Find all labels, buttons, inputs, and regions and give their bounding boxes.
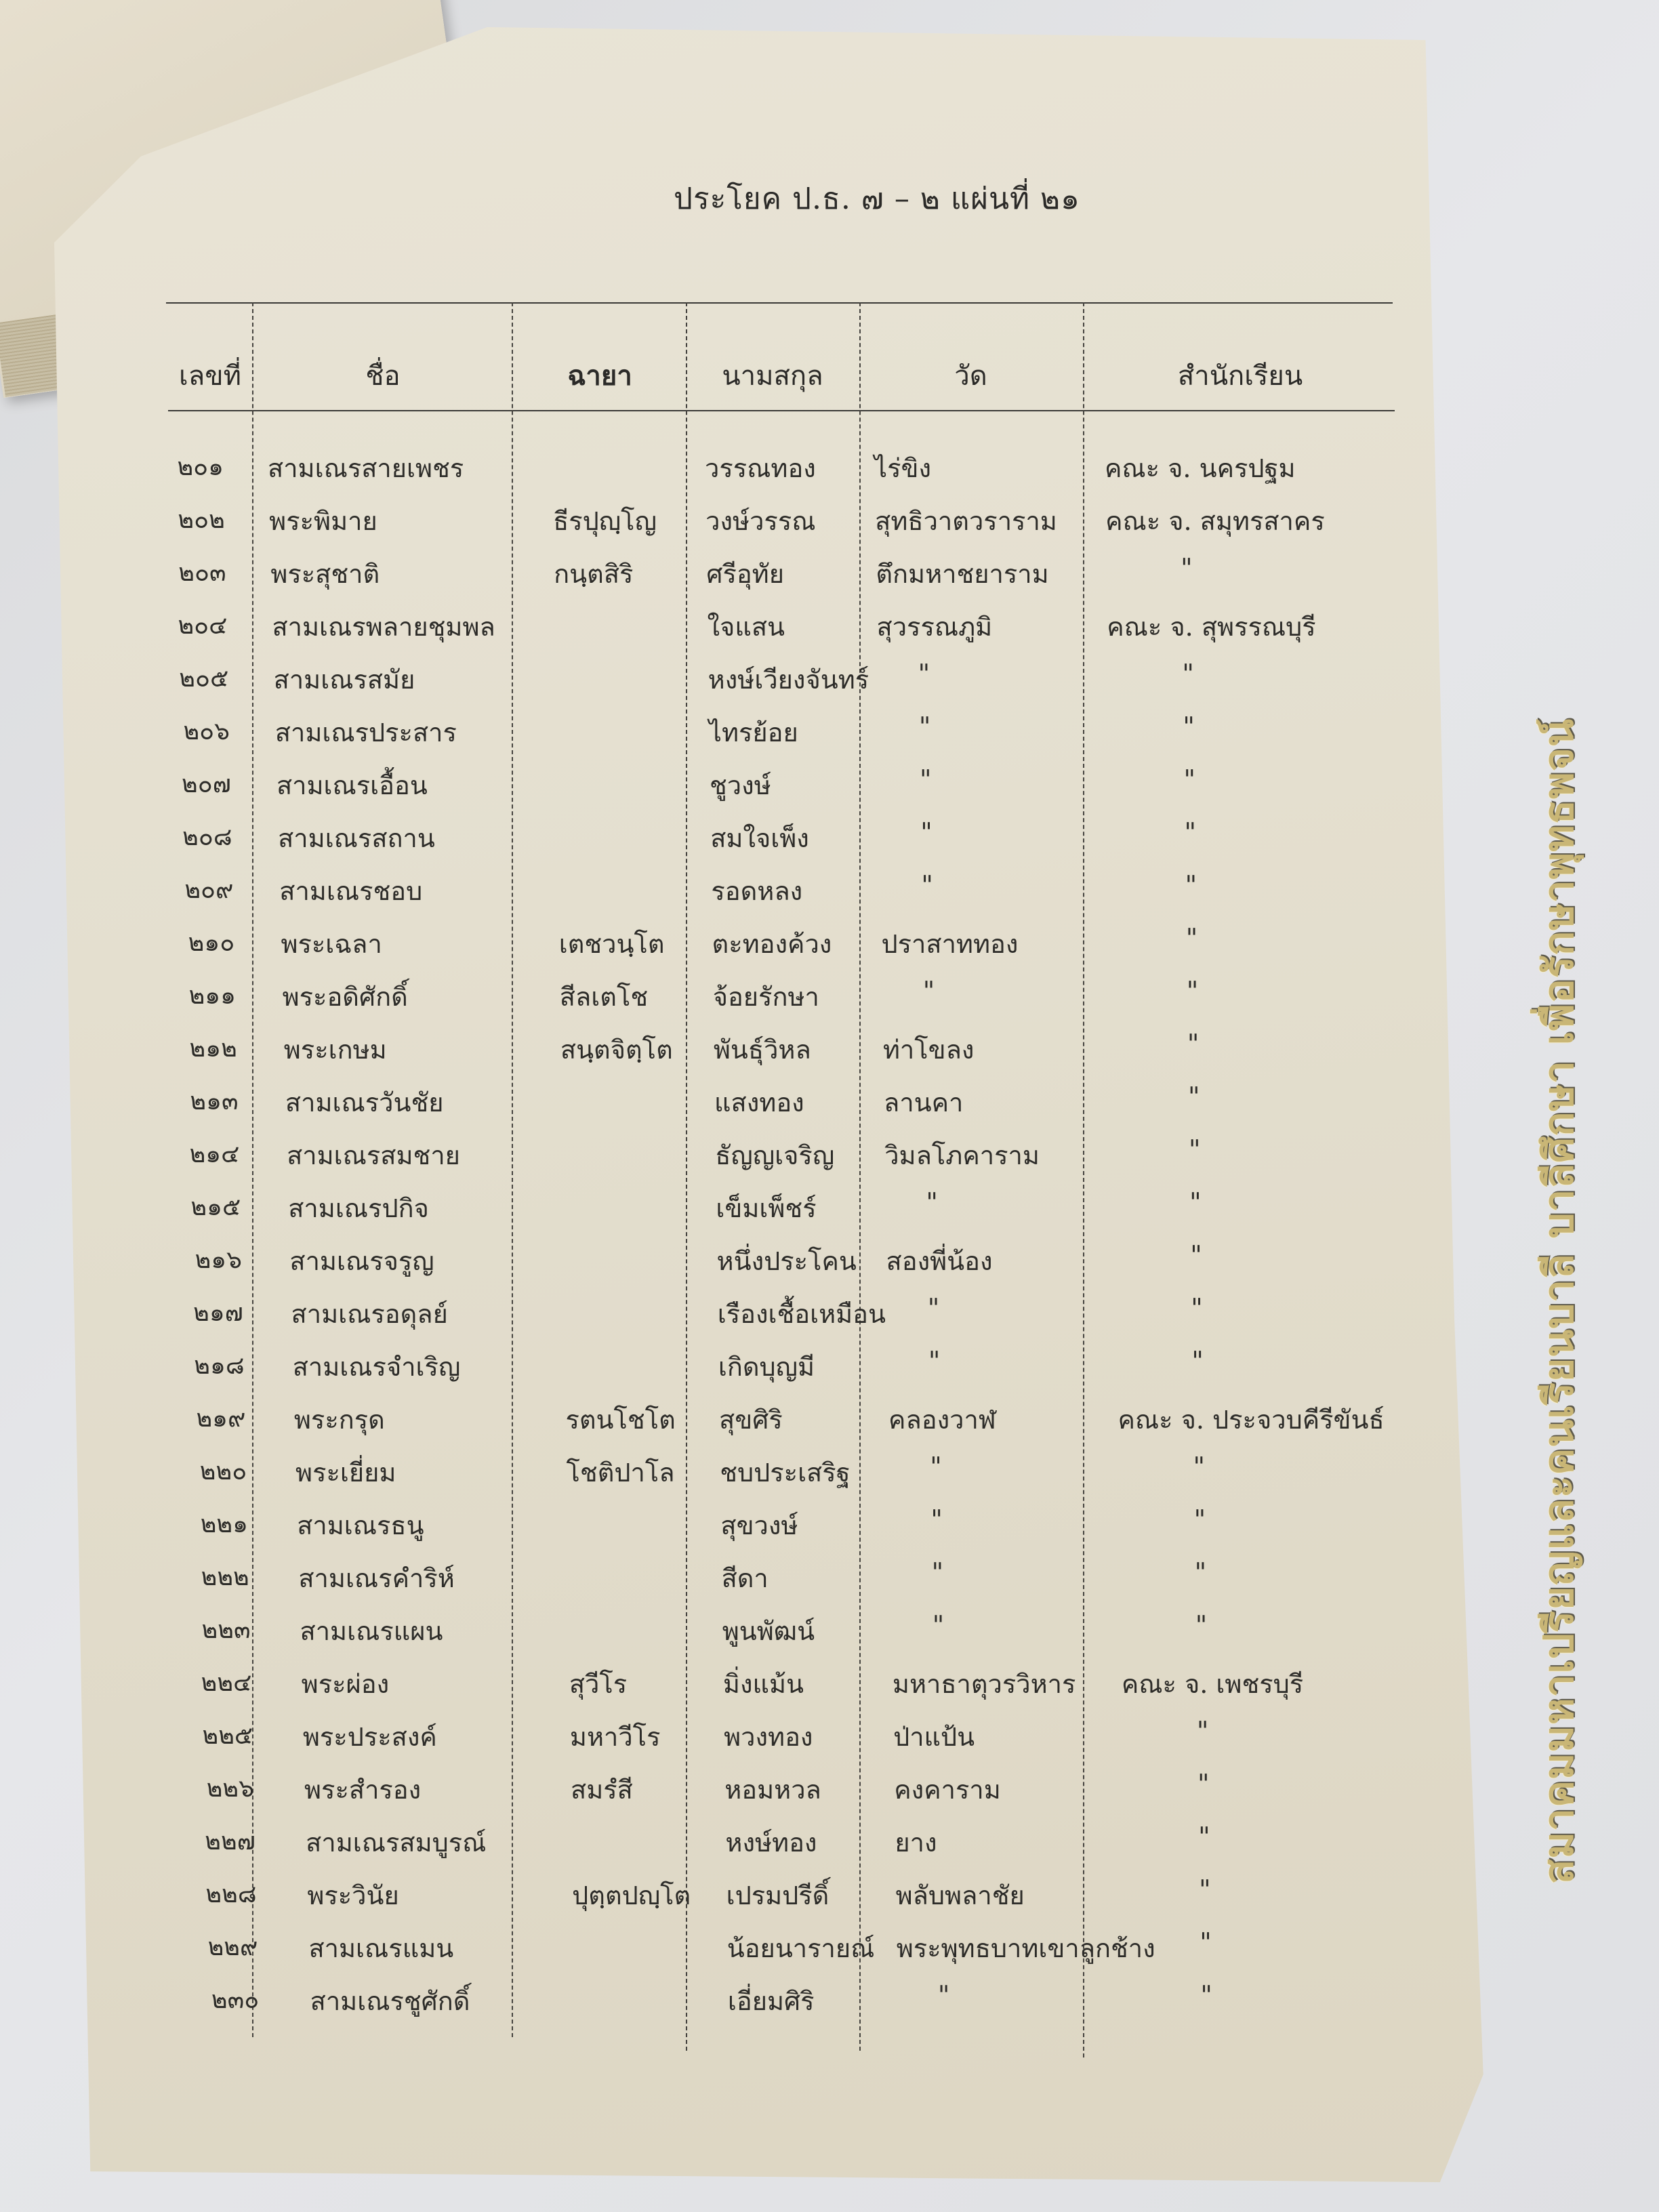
row-name: สามเณรคำริห์ <box>298 1563 455 1593</box>
row-surname: ไทรย้อย <box>708 718 798 747</box>
row-school: " <box>1199 1875 1211 1904</box>
column-divider-5 <box>1083 302 1084 2057</box>
column-header-number: เลขที่ <box>179 361 241 392</box>
row-name: สามเณรสายเพชร <box>268 453 464 483</box>
row-number: ๒๐๘ <box>182 823 232 851</box>
column-header-surname: นามสกุล <box>722 361 823 392</box>
row-name: สามเณรแผน <box>300 1616 443 1646</box>
row-temple: พลับพลาชัย <box>895 1881 1025 1910</box>
row-number: ๒๑๑ <box>188 982 236 1010</box>
row-school: " <box>1198 1822 1210 1851</box>
row-surname: พวงทอง <box>724 1722 813 1752</box>
row-name: สามเณรพลายชุมพล <box>272 612 495 642</box>
row-number: ๒๐๕ <box>179 665 229 693</box>
row-name: พระเฉลา <box>281 929 382 959</box>
row-number: ๒๒๐ <box>199 1458 247 1486</box>
row-temple: ลานคา <box>884 1088 964 1118</box>
row-chaya: สุวีโร <box>569 1669 628 1699</box>
row-temple: " <box>920 817 933 847</box>
row-number: ๒๒๓ <box>201 1616 251 1644</box>
row-surname: วงษ์วรรณ <box>705 506 816 536</box>
row-name: พระอดิศักดิ์ <box>282 982 408 1012</box>
row-chaya: ธีรปุญฺโญ <box>553 506 657 536</box>
table-top-rule <box>166 302 1393 304</box>
row-number: ๒๑๘ <box>194 1352 245 1380</box>
column-divider-4 <box>859 302 861 2051</box>
row-surname: เกิดบุญมี <box>718 1352 815 1382</box>
row-temple: " <box>931 1557 944 1587</box>
row-temple: ท่าโขลง <box>882 1035 975 1065</box>
row-name: พระกรุด <box>293 1405 385 1435</box>
row-temple: " <box>918 712 931 741</box>
row-surname: ธัญญเจริญ <box>715 1141 835 1170</box>
column-header-school: สำนักเรียน <box>1177 361 1303 392</box>
row-temple: สองพี่น้อง <box>886 1246 993 1276</box>
row-number: ๒๒๖ <box>206 1775 254 1803</box>
row-surname: ชูวงษ์ <box>710 771 771 800</box>
row-number: ๒๑๓ <box>190 1088 239 1115</box>
row-number: ๒๒๒ <box>201 1563 249 1591</box>
row-surname: น้อยนารายณ์ <box>726 1933 875 1963</box>
row-number: ๒๐๗ <box>182 771 231 798</box>
row-number: ๒๑๔ <box>189 1141 240 1168</box>
row-school: " <box>1200 1980 1212 2010</box>
row-surname: หงษ์ทอง <box>725 1828 817 1858</box>
row-school: " <box>1195 1610 1208 1640</box>
row-school: " <box>1184 817 1197 847</box>
row-school: " <box>1187 1029 1200 1059</box>
row-number: ๒๓๐ <box>211 1986 260 2014</box>
row-surname: รอดหลง <box>711 876 803 906</box>
row-name: สามเณรธนู <box>297 1511 424 1540</box>
row-temple: ยาง <box>895 1828 937 1858</box>
row-chaya: สีลเตโช <box>559 982 649 1012</box>
row-surname: เรืองเชื้อเหมือน <box>717 1299 886 1329</box>
row-number: ๒๐๔ <box>178 612 228 640</box>
row-surname: สีดา <box>721 1563 769 1593</box>
row-temple: " <box>926 1187 938 1217</box>
row-number: ๒๒๗ <box>205 1828 255 1856</box>
row-name: สามเณรแมน <box>308 1933 454 1963</box>
row-name: สามเณรจรูญ <box>289 1246 434 1276</box>
row-surname: มิ่งแม้น <box>722 1669 804 1699</box>
row-name: สามเณรประสาร <box>274 718 457 747</box>
row-number: ๒๑๙ <box>196 1405 246 1433</box>
row-school: " <box>1191 1293 1203 1323</box>
row-temple: " <box>937 1980 950 2010</box>
row-surname: หอมหวล <box>724 1775 821 1805</box>
row-number: ๒๒๑ <box>200 1511 248 1538</box>
row-number: ๒๒๕ <box>202 1722 253 1750</box>
row-temple: สุวรรณภูมิ <box>876 612 993 642</box>
row-temple: ปราสาททอง <box>881 929 1019 959</box>
row-name: สามเณรอดุลย์ <box>291 1299 448 1329</box>
row-number: ๒๐๒ <box>178 506 225 534</box>
row-surname: จ้อยรักษา <box>712 982 819 1012</box>
row-surname: เปรมปรีดิ์ <box>726 1881 830 1910</box>
row-temple: " <box>930 1504 943 1534</box>
row-temple: " <box>920 764 932 794</box>
row-number: ๒๒๔ <box>201 1669 252 1697</box>
row-name: พระเยี่ยม <box>295 1458 396 1488</box>
row-number: ๒๒๘ <box>205 1881 257 1908</box>
row-school: คณะ จ. เพชรบุรี <box>1121 1669 1304 1699</box>
row-name: พระวินัย <box>307 1881 399 1910</box>
row-number: ๒๐๓ <box>178 559 226 587</box>
row-temple: ป่าแป้น <box>893 1722 975 1752</box>
row-surname: ตะทองค้วง <box>712 929 832 959</box>
row-number: ๒๐๑ <box>177 453 224 481</box>
row-school: " <box>1200 1927 1212 1957</box>
row-chaya: สนฺตจิตฺโต <box>560 1035 673 1065</box>
row-temple: " <box>932 1610 945 1640</box>
row-school: " <box>1196 1716 1209 1746</box>
row-surname: แสงทอง <box>714 1088 804 1118</box>
row-temple: คงคาราม <box>894 1775 1001 1805</box>
row-chaya: มหาวีโร <box>569 1722 661 1752</box>
row-surname: ชบประเสริฐ <box>720 1458 851 1488</box>
row-temple: ตึกมหาชยาราม <box>876 559 1049 589</box>
table-header-rule <box>168 410 1395 411</box>
row-school: " <box>1190 1240 1202 1270</box>
row-chaya: โชติปาโล <box>566 1458 675 1488</box>
row-surname: หงษ์เวียงจันทร์ <box>708 665 869 695</box>
row-name: สามเณรสถาน <box>278 823 435 853</box>
row-temple: ไร่ขิง <box>874 453 932 483</box>
row-temple: " <box>922 976 935 1006</box>
row-surname: ใจแสน <box>707 612 785 642</box>
row-surname: สุขศิริ <box>719 1405 783 1435</box>
row-surname: วรรณทอง <box>705 453 816 483</box>
row-number: ๒๐๙ <box>184 876 234 904</box>
row-temple: " <box>918 659 930 689</box>
row-temple: วิมลโภคาราม <box>884 1141 1040 1170</box>
row-number: ๒๑๗ <box>193 1299 243 1327</box>
watermark-text: สมาคมมหาเปรียญและคนเรียนบาลี บาลีศึกษา เพื่อรักษาพุทธพจน์ <box>1535 718 1583 1885</box>
row-school: " <box>1193 1452 1205 1481</box>
column-header-chaya: ฉายา <box>567 360 632 392</box>
row-temple: " <box>921 870 933 900</box>
row-number: ๒๑๕ <box>190 1193 241 1221</box>
row-school: " <box>1191 1346 1204 1376</box>
row-surname: เข็มเพ็ชร์ <box>716 1193 817 1223</box>
row-number: ๒๒๙ <box>207 1933 258 1961</box>
row-school: " <box>1185 870 1197 900</box>
row-name: สามเณรปกิจ <box>288 1193 429 1223</box>
row-name: พระผ่อง <box>301 1669 390 1699</box>
row-chaya: สมรํสี <box>571 1775 633 1805</box>
row-surname: พันธุ์วิหล <box>713 1035 811 1065</box>
row-chaya: เตชวนฺโต <box>558 929 665 959</box>
row-name: สามเณรสมัย <box>273 665 415 695</box>
row-temple: สุทธิวาตวราราม <box>875 506 1057 536</box>
row-name: พระประสงค์ <box>302 1722 437 1752</box>
row-name: สามเณรวันชัย <box>285 1088 444 1118</box>
row-school: " <box>1197 1769 1210 1799</box>
row-temple: มหาธาตุวรวิหาร <box>892 1669 1076 1699</box>
row-name: สามเณรจำเริญ <box>292 1352 461 1382</box>
row-number: ๒๑๖ <box>194 1246 242 1274</box>
row-temple: พระพุทธบาทเขาลูกช้าง <box>896 1933 1155 1963</box>
row-name: สามเณรเอื้อน <box>276 771 428 800</box>
row-surname: สุขวงษ์ <box>720 1511 798 1540</box>
row-surname: หนึ่งประโคน <box>716 1246 857 1276</box>
row-number: ๒๐๖ <box>183 718 230 745</box>
column-divider-2 <box>512 302 513 2037</box>
row-name: สามเณรสมชาย <box>287 1141 460 1170</box>
row-school: คณะ จ. สุพรรณบุรี <box>1107 612 1316 642</box>
row-name: สามเณรชอบ <box>279 876 423 906</box>
page-header: ประโยค ป.ธ. ๗ – ๒ แผ่นที่ ๒๑ <box>674 182 1080 216</box>
row-surname: ศรีอุทัย <box>706 559 784 589</box>
row-name: สามเณรชูศักดิ์ <box>310 1986 470 2016</box>
row-surname: เอี่ยมศิริ <box>727 1986 815 2016</box>
row-temple: " <box>930 1452 942 1481</box>
row-number: ๒๑๐ <box>188 929 235 957</box>
row-number: ๒๑๒ <box>189 1035 237 1063</box>
row-school: " <box>1185 923 1198 953</box>
row-name: พระสำรอง <box>304 1775 422 1805</box>
row-chaya: ปุตฺตปญฺโต <box>572 1881 691 1910</box>
row-school: " <box>1189 1187 1202 1217</box>
row-school: " <box>1186 976 1199 1006</box>
row-school: " <box>1183 712 1195 741</box>
row-chaya: รตนโชโต <box>565 1405 676 1435</box>
row-temple: " <box>927 1293 940 1323</box>
column-header-name: ชื่อ <box>365 361 401 392</box>
row-surname: สมใจเพ็ง <box>710 823 809 853</box>
row-school: " <box>1182 659 1194 689</box>
row-school: " <box>1189 1134 1201 1164</box>
row-school: " <box>1193 1504 1206 1534</box>
row-school: " <box>1183 764 1195 794</box>
row-temple: คลองวาฬ <box>888 1405 996 1435</box>
row-school: คณะ จ. ประจวบคีรีขันธ์ <box>1118 1405 1385 1435</box>
row-school: " <box>1194 1557 1207 1587</box>
row-name: สามเณรสมบูรณ์ <box>306 1828 487 1858</box>
row-name: พระพิมาย <box>269 506 377 536</box>
row-school: คณะ จ. นครปฐม <box>1105 453 1296 483</box>
row-temple: " <box>928 1346 941 1376</box>
row-surname: พูนพัฒน์ <box>722 1616 815 1646</box>
row-school: " <box>1181 553 1193 583</box>
column-header-temple: วัด <box>954 361 987 392</box>
row-name: พระสุชาติ <box>270 559 380 589</box>
column-divider-3 <box>686 302 687 2051</box>
row-school: " <box>1187 1082 1200 1111</box>
row-chaya: กนฺตสิริ <box>554 559 634 589</box>
row-name: พระเกษม <box>283 1035 387 1065</box>
row-school: คณะ จ. สมุทรสาคร <box>1105 506 1325 536</box>
